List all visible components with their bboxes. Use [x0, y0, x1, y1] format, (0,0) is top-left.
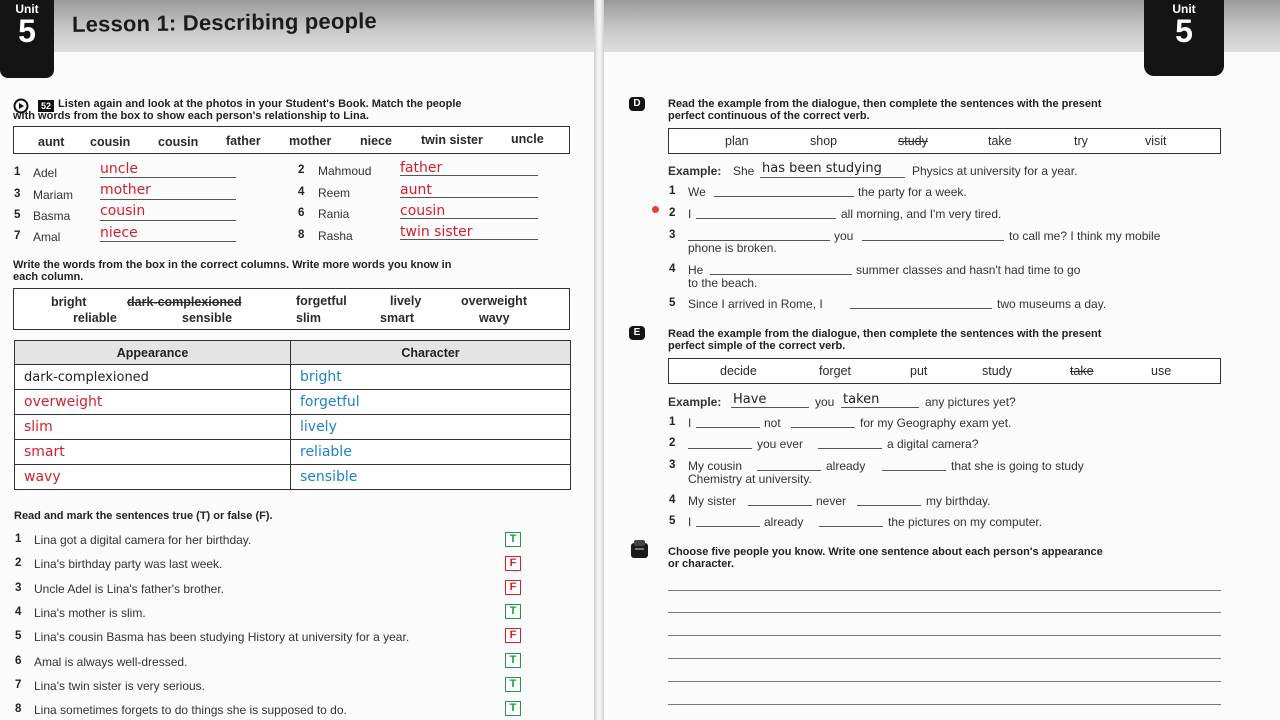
- e4-end: my birthday.: [926, 494, 991, 508]
- box-word: study: [982, 364, 1012, 378]
- example-answer-2: taken: [843, 392, 880, 407]
- statement-text: Lina's twin sister is very serious.: [34, 679, 206, 693]
- exercise-e-badge: E: [629, 326, 645, 340]
- table-row: [15, 465, 571, 490]
- exe-instruction-line2: perfect simple of the correct verb.: [668, 340, 846, 352]
- appearance-character-table: [14, 340, 571, 490]
- e3-end: that she is going to study: [951, 459, 1084, 473]
- box-word: cousin: [158, 135, 199, 149]
- writing-line[interactable]: [668, 612, 1221, 613]
- answer-blank: [760, 177, 905, 178]
- statement-text: Lina got a digital camera for her birthday.: [34, 533, 252, 547]
- ex1-instruction-line2: with words from the box to show each person's relationship to Lina.: [13, 110, 369, 122]
- exd-instruction-line2: perfect continuous of the correct verb.: [668, 110, 870, 122]
- answer-blank[interactable]: [850, 308, 992, 309]
- exe-word-box: [668, 358, 1221, 384]
- table-row: [15, 440, 571, 465]
- box-word: reliable: [73, 311, 117, 325]
- appearance-cell: smart: [15, 440, 291, 465]
- e4-mid: never: [816, 494, 847, 508]
- answer-blank[interactable]: [710, 274, 852, 275]
- left-unit-tab: [0, 0, 54, 78]
- answer-blank: [100, 241, 236, 242]
- answer-blank: [100, 177, 236, 178]
- unit-label: Unit: [1172, 2, 1196, 16]
- box-word: slim: [296, 311, 322, 325]
- person-name: Rania: [318, 207, 350, 221]
- box-word: sensible: [182, 311, 233, 325]
- item-number: 5: [15, 630, 22, 642]
- e1-end: for my Geography exam yet.: [860, 416, 1012, 430]
- box-word: try: [1074, 134, 1088, 148]
- statement-text: Lina sometimes forgets to do things she is supposed to do.: [34, 703, 347, 717]
- exd-word-box: [668, 128, 1221, 154]
- d3-cont: phone is broken.: [688, 241, 777, 255]
- person-name: Rasha: [318, 229, 353, 243]
- true-false-box[interactable]: T: [505, 701, 521, 716]
- lesson-title: Lesson 1: Describing people: [71, 8, 378, 37]
- box-word: forgetful: [296, 294, 347, 308]
- box-word: put: [910, 364, 928, 378]
- item-number: 4: [15, 606, 22, 618]
- box-word: lively: [390, 294, 422, 308]
- d2-start: I: [688, 207, 692, 221]
- ex2-word-box: [13, 288, 570, 330]
- box-word: smart: [380, 311, 415, 325]
- unit-number: 5: [1175, 13, 1193, 49]
- item-number: 6: [15, 655, 22, 667]
- example-answer-1: Have: [733, 392, 767, 407]
- exf-instruction-line2: or character.: [668, 558, 735, 570]
- d4-cont: to the beach.: [688, 276, 758, 290]
- e5-mid: already: [764, 515, 804, 529]
- box-word: wavy: [479, 311, 510, 325]
- ex3-instruction: Read and mark the sentences true (T) or false (F).: [14, 510, 273, 522]
- table-row: [15, 390, 571, 415]
- ex2-instruction-line1: Write the words from the box in the correct columns. Write more words you know in: [13, 259, 452, 271]
- person-name: Reem: [318, 186, 351, 200]
- exf-instruction-line1: Choose five people you know. Write one sentence about each person's appearance: [668, 546, 1103, 558]
- item-number: 7: [15, 679, 22, 691]
- answer-blank[interactable]: [696, 218, 836, 219]
- item-number: 2: [15, 557, 22, 569]
- answer-blank: [400, 218, 538, 219]
- box-word: overweight: [461, 294, 527, 308]
- box-word: use: [1151, 364, 1172, 378]
- item-number: 4: [298, 186, 305, 198]
- statement-text: Amal is always well-dressed.: [34, 655, 188, 669]
- answer-blank: [400, 197, 538, 198]
- answer-text: twin sister: [400, 224, 473, 240]
- header-appearance: Appearance: [15, 341, 291, 365]
- answer-blank: [400, 239, 538, 240]
- example-post: Physics at university for a year.: [912, 164, 1078, 178]
- answer-blank[interactable]: [696, 427, 760, 428]
- unit-label: Unit: [15, 2, 39, 16]
- item-number: 1: [14, 166, 21, 178]
- box-word: father: [226, 134, 261, 148]
- example-answer: has been studying: [762, 161, 882, 176]
- writing-line[interactable]: [668, 704, 1221, 705]
- true-false-box[interactable]: T: [505, 653, 521, 668]
- table-row: [15, 415, 571, 440]
- answer-blank: [841, 407, 919, 408]
- header-character: Character: [291, 341, 571, 365]
- right-page: Unit 5 D Read the example from the dialogue, then complete the sentences with the present perfect continuous of the correct verb. plan shop study take try visit Example: She has been studying Physics at university for a year. 1 We the party for a week. 2 I all morning, and I'm very tired. 3 you to call me? I think my mobile phone is broken. 4 He summer classes and hasn't had time to go to the beach. 5 Since I arrived in Rome, I two museums a day. E Read the example from the dialogue, then complete the sentences with the present perfect simple of the correct verb. decide forget put study take use Example: Have you taken any pictures yet? 1 I not for my Geography exam yet. 2 you ever a digital camera? 3 My cousin already that she is going to study Chemistry at university. 4 My sister never my birthday. 5 I already the pictures on my computer. Choose five people you know. Write one sentence about each person's appearance or character.: [604, 0, 1280, 720]
- e2-mid: you ever: [757, 437, 804, 451]
- answer-blank: [400, 175, 538, 176]
- answer-blank[interactable]: [757, 470, 821, 471]
- box-word: study: [898, 134, 928, 148]
- appearance-cell: dark-complexioned: [15, 365, 291, 390]
- answer-blank[interactable]: [696, 526, 760, 527]
- unit-number: 5: [18, 13, 36, 49]
- e4-start: My sister: [688, 494, 736, 508]
- e3-cont: Chemistry at university.: [688, 472, 812, 486]
- d2-end: all morning, and I'm very tired.: [841, 207, 1002, 221]
- e1-mid: not: [764, 416, 781, 430]
- person-name: Adel: [33, 166, 58, 180]
- writing-line[interactable]: [668, 590, 1221, 591]
- answer-text: uncle: [100, 161, 138, 177]
- true-false-box[interactable]: F: [505, 628, 521, 643]
- box-word: shop: [810, 134, 838, 148]
- item-number: 8: [15, 703, 22, 715]
- d5-end: two museums a day.: [997, 297, 1107, 311]
- track-number: 52: [38, 100, 54, 112]
- ex1-instruction-line1: Listen again and look at the photos in your Student's Book. Match the people: [58, 98, 462, 110]
- cursor-dot: [652, 206, 659, 213]
- ex2-instruction-line2: each column.: [13, 271, 84, 283]
- writing-line[interactable]: [668, 635, 1221, 636]
- e3-mid: already: [826, 459, 866, 473]
- appearance-cell: overweight: [15, 390, 291, 415]
- answer-text: father: [400, 160, 443, 176]
- statement-text: Lina's mother is slim.: [34, 606, 146, 620]
- person-name: Mariam: [33, 188, 74, 202]
- e2-end: a digital camera?: [887, 437, 979, 451]
- statement-text: Lina's birthday party was last week.: [34, 557, 223, 571]
- answer-blank: [100, 220, 236, 221]
- box-word: take: [1070, 364, 1094, 378]
- book-gutter: [594, 0, 604, 720]
- answer-text: mother: [100, 182, 151, 198]
- exe-instruction-line1: Read the example from the dialogue, then complete the sentences with the present: [668, 328, 1102, 340]
- true-false-box[interactable]: F: [505, 556, 521, 571]
- example-mid: you: [815, 395, 835, 409]
- answer-text: niece: [100, 225, 138, 241]
- character-cell: forgetful: [291, 390, 571, 415]
- box-word: twin sister: [421, 133, 483, 147]
- item-number: 7: [14, 230, 21, 242]
- answer-blank[interactable]: [882, 470, 946, 471]
- item-number: 6: [298, 207, 305, 219]
- box-word: take: [988, 134, 1012, 148]
- true-false-box[interactable]: T: [505, 604, 521, 619]
- character-cell: sensible: [291, 465, 571, 490]
- box-word: forget: [819, 364, 851, 378]
- answer-text: cousin: [400, 203, 446, 219]
- item-number: 8: [298, 229, 305, 241]
- writing-icon: [628, 538, 652, 562]
- box-word: dark-complexioned: [127, 295, 242, 309]
- d5-start: Since I arrived in Rome, I: [688, 297, 823, 311]
- answer-blank: [100, 199, 236, 200]
- e5-end: the pictures on my computer.: [888, 515, 1043, 529]
- item-number: 3: [15, 582, 22, 594]
- d4-end: summer classes and hasn't had time to go: [856, 263, 1081, 277]
- answer-text: cousin: [100, 203, 146, 219]
- exercise-d-badge: D: [629, 97, 645, 111]
- writing-line[interactable]: [668, 658, 1221, 659]
- box-word: cousin: [90, 135, 131, 149]
- ex1-word-box: [13, 126, 570, 154]
- answer-blank[interactable]: [791, 427, 855, 428]
- d1-end: the party for a week.: [858, 185, 967, 199]
- person-name: Amal: [33, 230, 61, 244]
- statement-text: Lina's cousin Basma has been studying History at university for a year.: [34, 630, 410, 644]
- appearance-cell: wavy: [15, 465, 291, 490]
- example-label: Example:: [668, 164, 722, 178]
- person-name: Mahmoud: [318, 164, 372, 178]
- exd-instruction-line1: Read the example from the dialogue, then complete the sentences with the present: [668, 98, 1102, 110]
- box-word: plan: [725, 134, 749, 148]
- table-row: [15, 365, 571, 390]
- example-post: any pictures yet?: [925, 395, 1016, 409]
- d3-end: to call me? I think my mobile: [1009, 229, 1161, 243]
- item-number: 2: [298, 164, 305, 176]
- e5-start: I: [688, 515, 692, 529]
- e3-start: My cousin: [688, 459, 743, 473]
- true-false-box[interactable]: T: [505, 532, 521, 547]
- true-false-box[interactable]: T: [505, 677, 521, 692]
- box-word: mother: [289, 134, 332, 148]
- d3-mid: you: [834, 229, 854, 243]
- example-label: Example:: [668, 395, 722, 409]
- d4-start: He: [688, 263, 704, 277]
- answer-text: aunt: [400, 182, 432, 198]
- e1-start: I: [688, 416, 692, 430]
- item-number: 1: [15, 533, 22, 545]
- box-word: uncle: [511, 132, 544, 146]
- person-name: Basma: [33, 209, 71, 223]
- answer-blank[interactable]: [857, 505, 921, 506]
- answer-blank: [731, 407, 809, 408]
- character-cell: bright: [291, 365, 571, 390]
- answer-blank[interactable]: [714, 196, 854, 197]
- answer-blank[interactable]: [688, 448, 752, 449]
- box-word: decide: [720, 364, 757, 378]
- box-word: niece: [360, 134, 392, 148]
- box-word: visit: [1145, 134, 1167, 148]
- item-number: 3: [14, 188, 21, 200]
- d1-start: We: [688, 185, 706, 199]
- item-number: 5: [14, 209, 21, 221]
- statement-text: Uncle Adel is Lina's father's brother.: [34, 582, 225, 596]
- answer-blank[interactable]: [862, 240, 1004, 241]
- example-pre: She: [733, 164, 755, 178]
- character-cell: reliable: [291, 440, 571, 465]
- answer-blank[interactable]: [819, 526, 883, 527]
- answer-blank[interactable]: [748, 505, 812, 506]
- writing-line[interactable]: [668, 681, 1221, 682]
- character-cell: lively: [291, 415, 571, 440]
- answer-blank[interactable]: [818, 448, 882, 449]
- true-false-box[interactable]: F: [505, 580, 521, 595]
- right-unit-tab: [1144, 0, 1224, 76]
- appearance-cell: slim: [15, 415, 291, 440]
- box-word: aunt: [38, 135, 65, 149]
- box-word: bright: [51, 295, 87, 309]
- left-page: [0, 0, 594, 720]
